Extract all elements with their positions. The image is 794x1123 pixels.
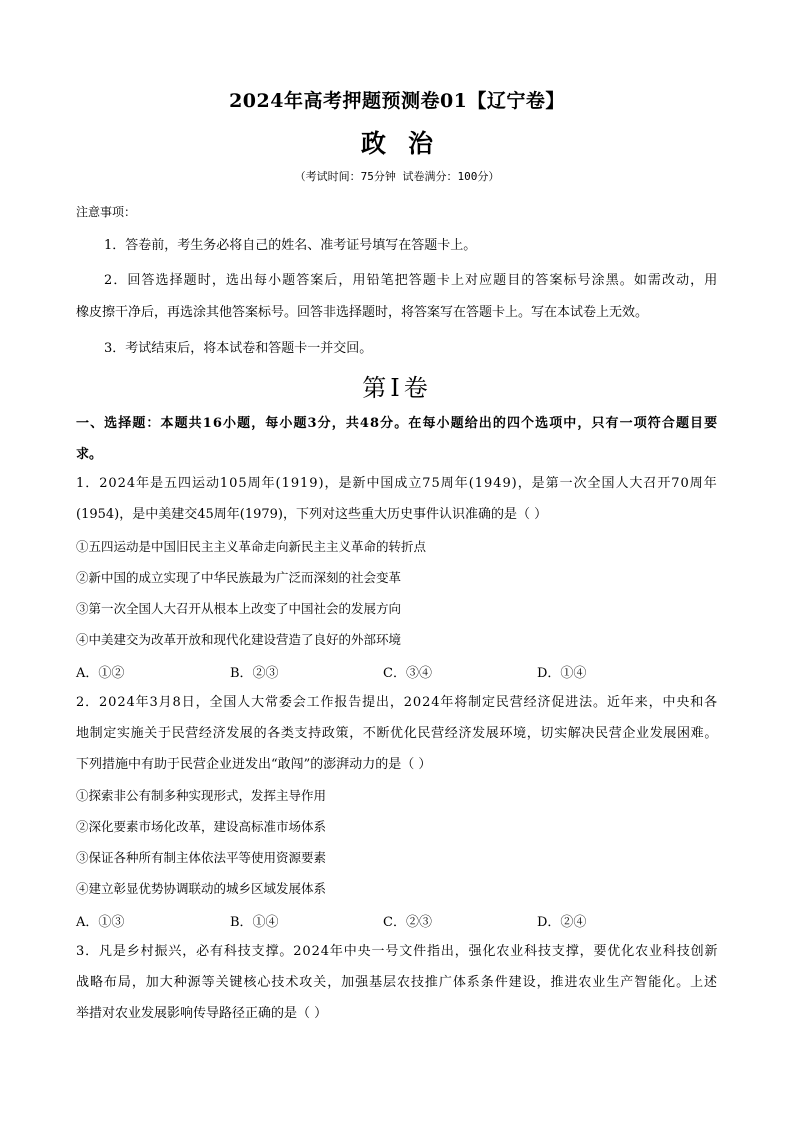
question-3-line-3: 举措对农业发展影响传导路径正确的是（ ）: [76, 1006, 328, 1021]
question-1-statement-1: ①五四运动是中国旧民主主义革命走向新民主主义革命的转折点: [76, 539, 427, 554]
question-2-line-3: 下列措施中有助于民营企业迸发出“敢闯”的澎湃动力的是（ ）: [76, 757, 432, 772]
notice-item-2-line-2: 橡皮擦干净后，再选涂其他答案标号。回答非选择题时，将答案写在答题卡上。写在本试卷上无效。: [76, 305, 649, 320]
question-2-choice-b: B．①④: [230, 915, 279, 930]
question-1-line-1: 1．2024年是五四运动105周年(1919)，是新中国成立75周年(1949)，是第一次全国人大召开70周年: [76, 476, 718, 491]
question-3-line-2: 战略布局，加大种源等关键核心技术攻关，加强基层农技推广体系条件建设，推进农业生产智能化。上述: [76, 975, 719, 990]
question-3-line-1: 3．凡是乡村振兴，必有科技支撑。2024年中央一号文件指出，强化农业科技支撑，要优化农业科技创新: [76, 944, 719, 959]
question-2-statement-1: ①探索非公有制多种实现形式，发挥主导作用: [76, 788, 327, 803]
question-1-choice-d: D．①④: [537, 666, 587, 681]
question-1-choice-c: C．③④: [383, 666, 432, 681]
question-1-choice-b: B．②③: [230, 666, 279, 681]
question-2-choice-d: D．②④: [537, 915, 587, 930]
question-2-statement-4: ④建立彰显优势协调联动的城乡区域发展体系: [76, 881, 327, 896]
question-2-line-1: 2．2024年3月8日，全国人大常委会工作报告提出，2024年将制定民营经济促进法。近年来，中央和各: [76, 695, 718, 710]
section-heading-line-2: 求。: [76, 447, 103, 462]
question-2-choice-a: A．①③: [76, 915, 125, 930]
exam-title: 2024年高考押题预测卷01【辽宁卷】: [229, 90, 565, 112]
question-1-statement-2: ②新中国的成立实现了中华民族最为广泛而深刻的社会变革: [76, 570, 402, 585]
question-2-line-2: 地制定实施关于民营经济发展的各类支持政策，不断优化民营经济发展环境，切实解决民营企业发展困难。: [76, 726, 719, 741]
notice-item-1: 1．答卷前，考生务必将自己的姓名、准考证号填写在答题卡上。: [104, 238, 477, 253]
subject-title: 政治: [360, 129, 455, 158]
question-2-statement-2: ②深化要素市场化改革，建设高标准市场体系: [76, 819, 327, 834]
notice-item-2-line-1: 2．回答选择题时，选出每小题答案后，用铅笔把答题卡上对应题目的答案标号涂黑。如需改动，用: [104, 273, 719, 288]
question-1-statement-4: ④中美建交为改革开放和现代化建设营造了良好的外部环境: [76, 632, 402, 647]
section-heading-line-1: 一、选择题：本题共16小题，每小题3分，共48分。在每小题给出的四个选项中，只有一项符合题目要: [76, 416, 719, 431]
notice-item-3: 3．考试结束后，将本试卷和答题卡一并交回。: [104, 341, 373, 356]
volume-title: 第Ⅰ卷: [362, 374, 432, 402]
question-1-statement-3: ③第一次全国人大召开从根本上改变了中国社会的发展方向: [76, 601, 402, 616]
exam-info: （考试时间：75分钟 试卷满分：100分）: [294, 170, 500, 183]
question-2-choice-c: C．②③: [383, 915, 432, 930]
question-1-line-2: (1954)，是中美建交45周年(1979)，下列对这些重大历史事件认识准确的是（ ）: [76, 507, 548, 522]
question-2-statement-3: ③保证各种所有制主体依法平等使用资源要素: [76, 850, 327, 865]
notice-heading: 注意事项：: [76, 205, 137, 219]
question-1-choice-a: A．①②: [76, 666, 125, 681]
